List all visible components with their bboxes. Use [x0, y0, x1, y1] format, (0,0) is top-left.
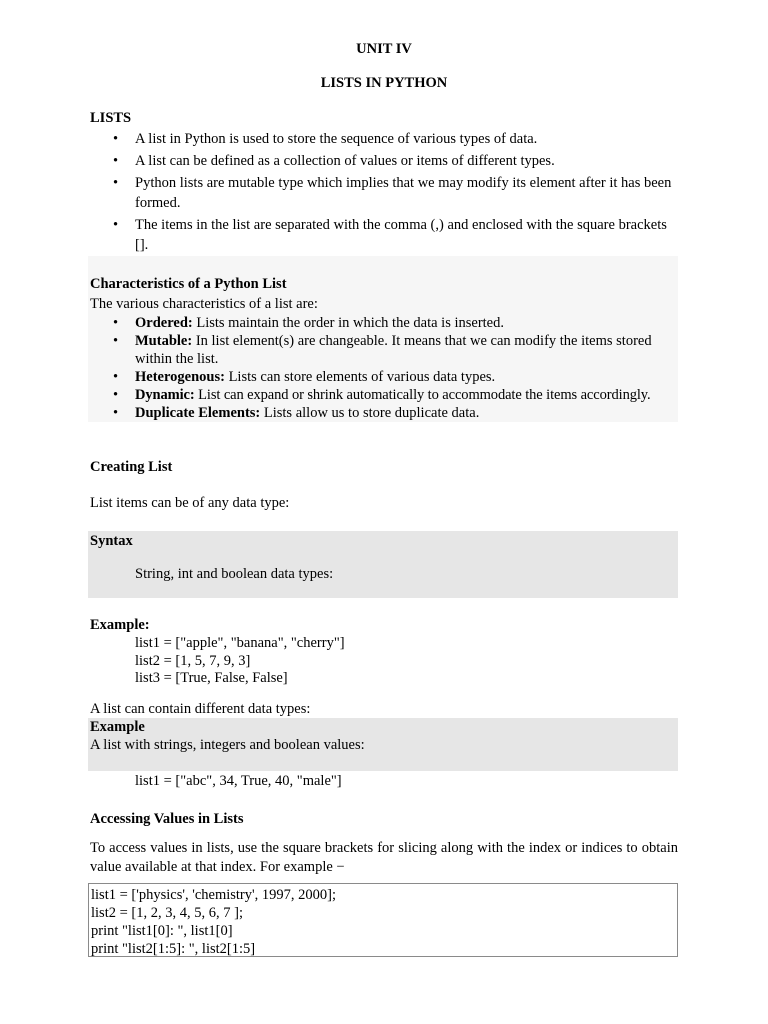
- code-line: list1 = ["abc", 34, True, 40, "male"]: [135, 773, 342, 789]
- mixed-types-intro: A list can contain different data types:: [90, 701, 311, 717]
- list-item: • A list can be defined as a collection of values or items of different types.: [90, 151, 680, 171]
- item-text: In list element(s) are changeable. It means that we can modify the items stored within the list.: [135, 333, 652, 367]
- example2-label: Example: [90, 719, 145, 735]
- code-line: list3 = [True, False, False]: [135, 670, 288, 686]
- syntax-text: String, int and boolean data types:: [135, 566, 334, 582]
- list-item: [90, 386, 690, 404]
- accessing-paragraph: To access values in lists, use the square brackets for slicing along with the index or indices to obtain value available at that index. For example −: [90, 840, 678, 875]
- lists-heading: LISTS: [90, 110, 132, 126]
- code-line: list2 = [1, 5, 7, 9, 3]: [135, 653, 251, 669]
- unit-title: UNIT IV: [356, 41, 412, 57]
- creating-heading: Creating List: [90, 459, 173, 475]
- item-term: Ordered:: [135, 315, 193, 331]
- list-item: [90, 332, 690, 368]
- list-item: • The items in the list are separated with the comma (,) and enclosed with the square brackets [].: [90, 215, 680, 255]
- creating-intro: List items can be of any data type:: [90, 495, 290, 511]
- lists-bullets: [90, 129, 680, 255]
- characteristics-heading: Characteristics of a Python List: [90, 276, 287, 292]
- accessing-heading: Accessing Values in Lists: [90, 811, 244, 827]
- example2-text: A list with strings, integers and boolean values:: [90, 737, 365, 753]
- item-text: Lists maintain the order in which the data is inserted.: [192, 315, 504, 331]
- syntax-box: [88, 531, 678, 598]
- syntax-label: Syntax: [90, 533, 133, 549]
- list-item: • Python lists are mutable type which implies that we may modify its element after it has been formed.: [90, 173, 680, 213]
- code-line: list1 = ["apple", "banana", "cherry"]: [135, 635, 345, 651]
- item-text: Lists allow us to store duplicate data.: [260, 405, 480, 421]
- page-title: LISTS IN PYTHON: [320, 75, 448, 91]
- list-item: • A list in Python is used to store the sequence of various types of data.: [90, 129, 680, 149]
- item-text: Lists can store elements of various data types.: [224, 369, 496, 385]
- item-term: Heterogenous:: [135, 369, 225, 385]
- code-line: list1 = ['physics', 'chemistry', 1997, 2000];: [91, 887, 336, 903]
- item-term: Duplicate Elements:: [135, 405, 261, 421]
- code-block: [88, 883, 678, 957]
- code-line: list2 = [1, 2, 3, 4, 5, 6, 7 ];: [91, 905, 243, 921]
- item-term: Dynamic:: [135, 387, 195, 403]
- characteristics-intro: The various characteristics of a list are:: [90, 296, 318, 312]
- example-label: Example:: [90, 617, 150, 633]
- characteristics-list: [90, 314, 690, 422]
- list-item: [90, 314, 690, 332]
- item-text: List can expand or shrink automatically to accommodate the items accordingly.: [194, 387, 651, 403]
- code-line: print "list2[1:5]: ", list2[1:5]: [91, 941, 256, 957]
- list-item: [90, 368, 690, 386]
- list-item: [90, 404, 690, 422]
- code-line: print "list1[0]: ", list1[0]: [91, 923, 233, 939]
- item-term: Mutable:: [135, 333, 193, 349]
